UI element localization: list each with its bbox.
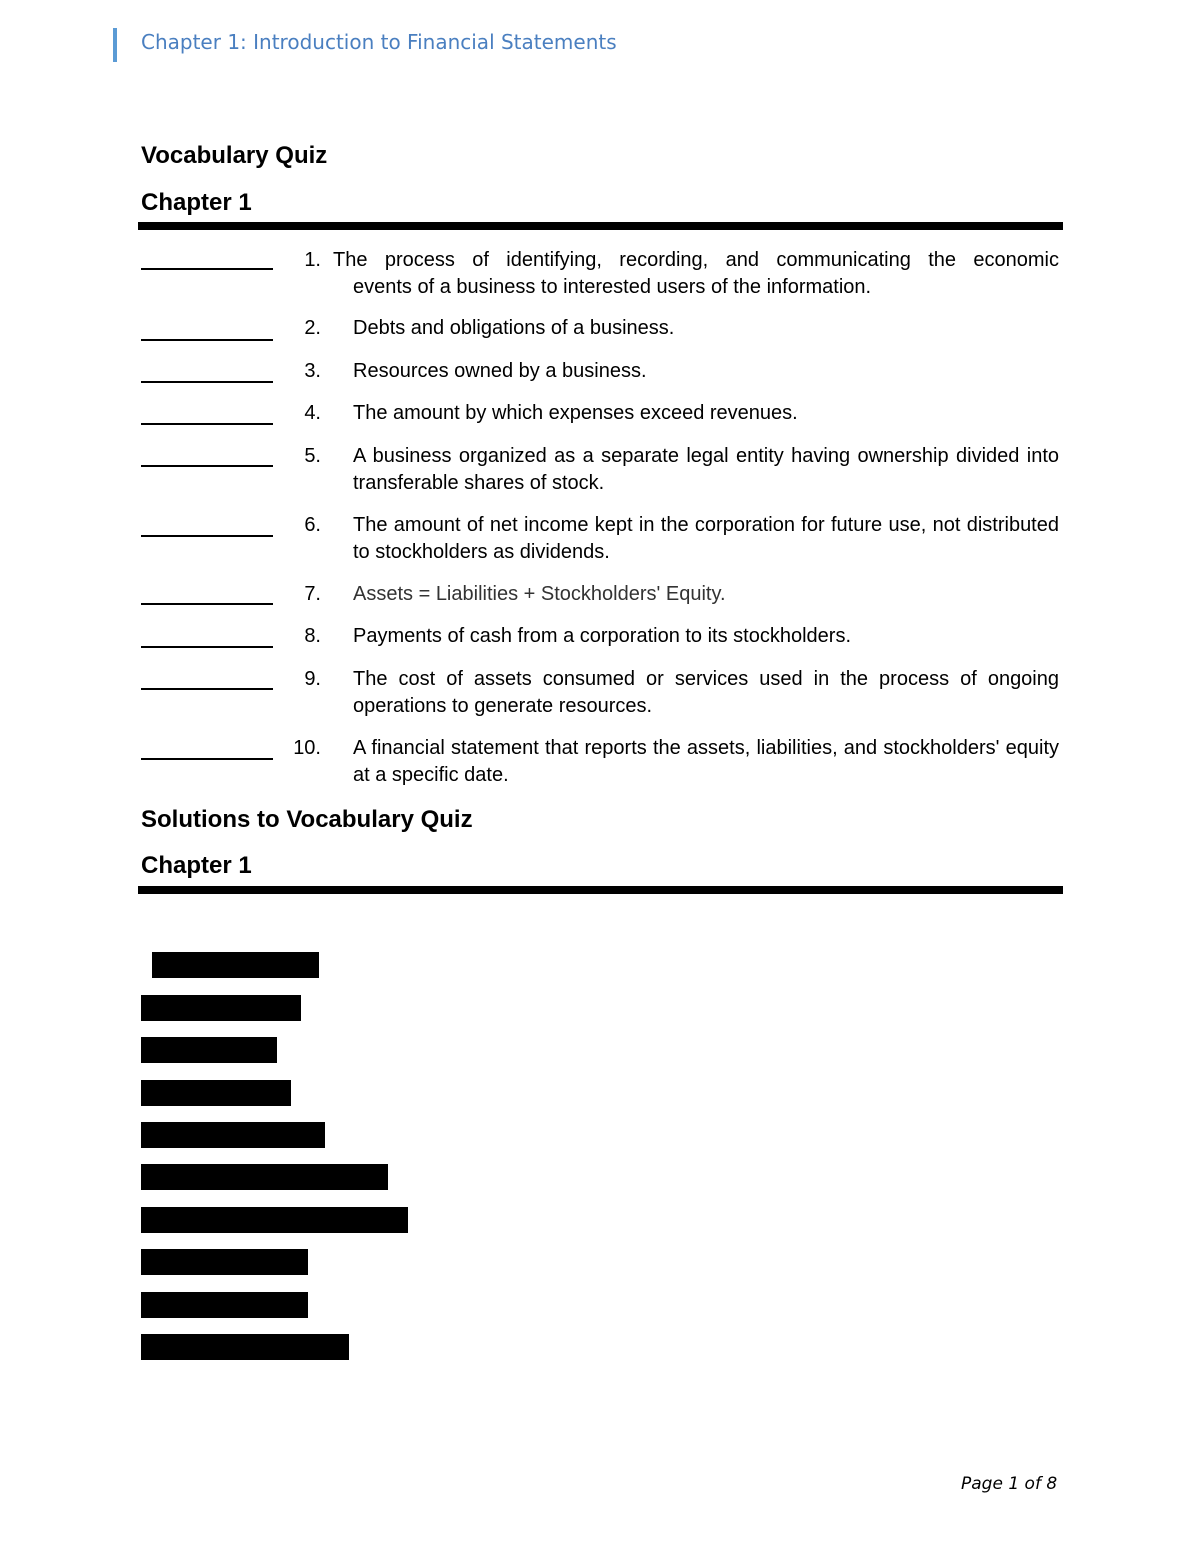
- answer-blank[interactable]: [141, 688, 273, 690]
- item-number: 1.: [304, 249, 321, 271]
- item-number: 7.: [304, 583, 321, 605]
- solutions-chapter-heading: Chapter 1: [141, 852, 252, 879]
- item-definition: Payments of cash from a corporation to its stockholders.: [353, 625, 851, 647]
- item-definition: The cost of assets consumed or services used in the process of ongoing operations to generate resources.: [353, 668, 1059, 717]
- item-definition: Assets = Liabilities + Stockholders' Equity.: [353, 583, 726, 605]
- header-accent-bar: [113, 28, 117, 62]
- item-number: 8.: [304, 625, 321, 647]
- answer-blank[interactable]: [141, 646, 273, 648]
- page-number: Page 1 of 8: [961, 1474, 1058, 1494]
- item-definition: [333, 247, 1059, 301]
- item-definition: Resources owned by a business.: [353, 360, 647, 382]
- answer-blank[interactable]: [141, 758, 273, 760]
- answer-blank[interactable]: [141, 268, 273, 270]
- redacted-answer-bar: [141, 1249, 308, 1275]
- solutions-divider: [138, 886, 1063, 894]
- answer-blank[interactable]: [141, 535, 273, 537]
- item-number: 6.: [304, 514, 321, 536]
- answer-blank[interactable]: [141, 423, 273, 425]
- item-number: 9.: [304, 668, 321, 690]
- redacted-answer-bar: [141, 1080, 291, 1106]
- item-number: 3.: [304, 360, 321, 382]
- item-definition: A business organized as a separate legal entity having ownership divided into transferable shares of stock.: [353, 445, 1059, 494]
- quiz-divider: [138, 222, 1063, 230]
- item-number: 4.: [304, 402, 321, 424]
- redacted-answer-bar: [141, 1037, 277, 1063]
- item-number: 2.: [304, 317, 321, 339]
- redacted-answer-bar: [141, 1122, 325, 1148]
- item-definition: The amount of net income kept in the corporation for future use, not distributed to stockholders as dividends.: [353, 514, 1059, 563]
- chapter-header-title: Chapter 1: Introduction to Financial Statements: [141, 30, 617, 54]
- quiz-chapter-heading: Chapter 1: [141, 189, 252, 216]
- redacted-answer-bar: [141, 1164, 388, 1190]
- answer-blank[interactable]: [141, 465, 273, 467]
- redacted-answer-bar: [141, 1334, 349, 1360]
- redacted-answer-bar: [141, 995, 301, 1021]
- item-definition: Debts and obligations of a business.: [353, 317, 675, 339]
- item-number: 10.: [293, 737, 321, 759]
- item-definition: The amount by which expenses exceed revenues.: [353, 402, 798, 424]
- answer-blank[interactable]: [141, 603, 273, 605]
- item-number: 5.: [304, 445, 321, 467]
- definition-line-1: The process of identifying, recording, and communicating the economic: [333, 249, 1059, 271]
- redacted-answer-bar: [141, 1207, 408, 1233]
- answer-blank[interactable]: [141, 339, 273, 341]
- redacted-answer-bar: [152, 952, 319, 978]
- redacted-answer-bar: [141, 1292, 308, 1318]
- answer-blank[interactable]: [141, 381, 273, 383]
- definition-line-2: events of a business to interested users of the information.: [353, 276, 872, 298]
- solutions-title: Solutions to Vocabulary Quiz: [141, 806, 473, 833]
- quiz-title: Vocabulary Quiz: [141, 142, 328, 169]
- item-definition: A financial statement that reports the assets, liabilities, and stockholders' equity at a specific date.: [353, 737, 1059, 786]
